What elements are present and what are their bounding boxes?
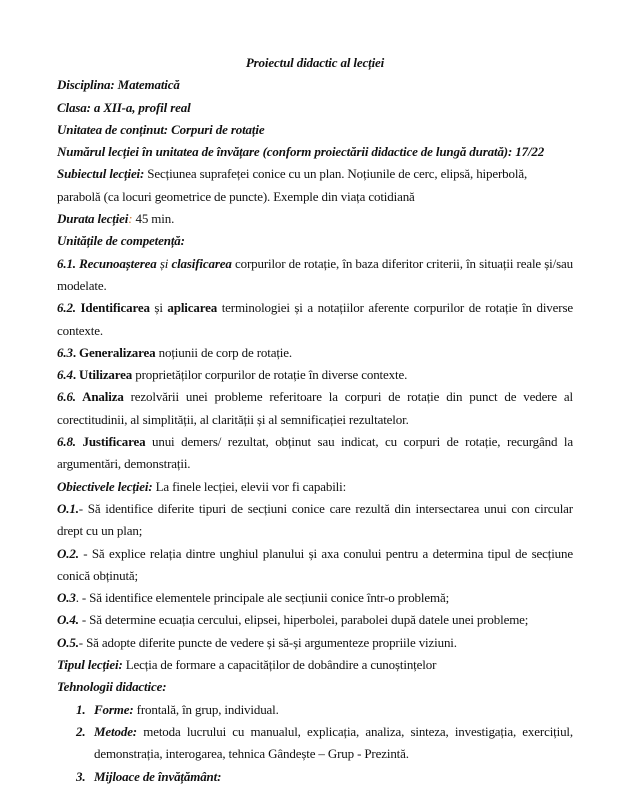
technology-text: frontală, în grup, individual. (133, 701, 279, 717)
objective-item (57, 543, 573, 588)
content-unit-line: Unitatea de conținut: Corpuri de rotație (57, 121, 265, 137)
competence-code: 6.6. (57, 389, 76, 405)
technology-item (57, 721, 573, 766)
technologies-heading: Tehnologii didactice: (57, 679, 167, 695)
technology-label: Forme: (94, 701, 134, 717)
objective-code: O.5. (57, 634, 79, 650)
competence-verb: Recunoașterea (75, 255, 157, 271)
objective-code: O.1. (57, 500, 79, 516)
competence-conjunction: și (156, 255, 172, 271)
technology-item (57, 766, 573, 788)
class-line: Clasa: a XII-a, profil real (57, 99, 191, 115)
subject-label: Subiectul lecției: (57, 166, 145, 182)
competence-verb: clasificarea (171, 255, 232, 271)
lesson-number-line: Numărul lecției în unitatea de învățare (conform proiectării didactice de lungă durată): 17/22 (57, 144, 545, 160)
objective-text: - Să determine ecuația cercului, elipsei, hiperbolei, parabolei după datele unei probleme; (78, 612, 529, 628)
lesson-type-label: Tipul lecției: (57, 657, 123, 673)
subject-text: Secțiunea suprafeței conice cu un plan. Noțiunile de cerc, elipsă, hiperbolă, parabolă (ca locuri geometrice de puncte). Exemple din viața cotidiană (57, 166, 528, 204)
competence-verb: . Utilizarea (72, 367, 133, 383)
competence-text: proprietăților corpurilor de rotație în diverse contexte. (132, 367, 408, 383)
document-title: Proiectul didactic al lecției (245, 55, 385, 70)
competences-heading: Unitățile de competență: (57, 233, 185, 249)
discipline-line: Disciplina: Matematică (57, 77, 180, 93)
technologies-list (57, 699, 573, 788)
objectives-intro (57, 476, 573, 498)
lesson-subject (57, 163, 573, 208)
competence-item (57, 253, 573, 298)
technology-label: Mijloace de învățământ: (94, 768, 222, 784)
duration-colon: : (128, 211, 133, 227)
lesson-type (57, 654, 573, 676)
competence-code: 6.8. (57, 434, 76, 450)
duration-value: 45 min. (132, 211, 175, 227)
document-page (57, 52, 573, 788)
competence-conjunction: și (149, 300, 168, 316)
objective-item (57, 587, 573, 609)
objective-code: O.2. (57, 545, 79, 561)
objectives-intro-text: La finele lecției, elevii vor fi capabili: (152, 478, 347, 494)
competence-verb: aplicarea (167, 300, 218, 316)
competence-item (57, 342, 573, 364)
competence-code: 6.4 (57, 367, 73, 383)
technology-text: metoda lucrului cu manualul, explicația, analiza, sinteza, investigația, exercițiul, demonstrația, interogarea, tehnica Gândește – Grup - Prezintă. (94, 723, 573, 762)
competence-verb: Justificarea (75, 434, 146, 450)
competence-text: corpurilor de rotație, în baza diferitor criterii, în situații reale și/sau modelate. (57, 255, 573, 293)
list-number: 2. (76, 723, 86, 739)
competence-code: 6.2. (57, 300, 76, 316)
objective-text: - Să explice relația dintre unghiul planului și axa conului pentru a determina tipul de secțiune conică obținută; (57, 545, 573, 583)
competence-item (57, 386, 573, 431)
objectives-label: Obiectivele lecției: (57, 478, 153, 494)
competence-item (57, 431, 573, 476)
competence-text: terminologiei și a notațiilor aferente corpurilor de rotație în diverse contexte. (57, 300, 573, 338)
objective-text: - Să adopte diferite puncte de vedere și să-și argumenteze propriile viziuni. (78, 634, 457, 650)
competence-verb: Analiza (75, 389, 124, 405)
list-number: 1. (76, 701, 86, 717)
objective-item (57, 498, 573, 543)
objective-text: - Să identifice diferite tipuri de secțiuni conice care rezultă din intersectarea unui con circular drept cu un plan; (57, 500, 573, 539)
objective-text: . - Să identifice elementele principale ale secțiunii conice într-o problemă; (75, 590, 450, 606)
list-number: 3. (76, 768, 86, 784)
competence-text: rezolvării unei probleme referitoare la corpuri de rotație din punct de vedere al corectitudinii, al simplității, al clarității și al semnificației rezultatelor. (57, 389, 573, 427)
lesson-duration (57, 208, 573, 230)
competence-text: noțiunii de corp de rotație. (155, 344, 292, 360)
competence-text: unui demers/ rezultat, obținut sau indicat, cu corpuri de rotație, recurgând la argumentări, demonstrații. (57, 434, 574, 472)
objective-item (57, 609, 573, 631)
duration-label: Durata lecției (57, 211, 129, 227)
competence-code: 6.3 (57, 344, 73, 360)
technology-item (57, 699, 573, 721)
competence-verb: . Generalizarea (72, 344, 156, 360)
lesson-type-text: Lecția de formare a capacităților de dobândire a cunoștințelor (122, 657, 437, 673)
objective-code: O.4. (57, 612, 79, 628)
objective-code: O.3 (57, 590, 76, 606)
competence-verb: Identificarea (75, 300, 150, 316)
technology-label: Metode: (94, 723, 137, 739)
competence-code: 6.1. (57, 255, 76, 271)
competence-item (57, 364, 573, 386)
objective-item (57, 632, 573, 654)
competence-item (57, 297, 573, 342)
